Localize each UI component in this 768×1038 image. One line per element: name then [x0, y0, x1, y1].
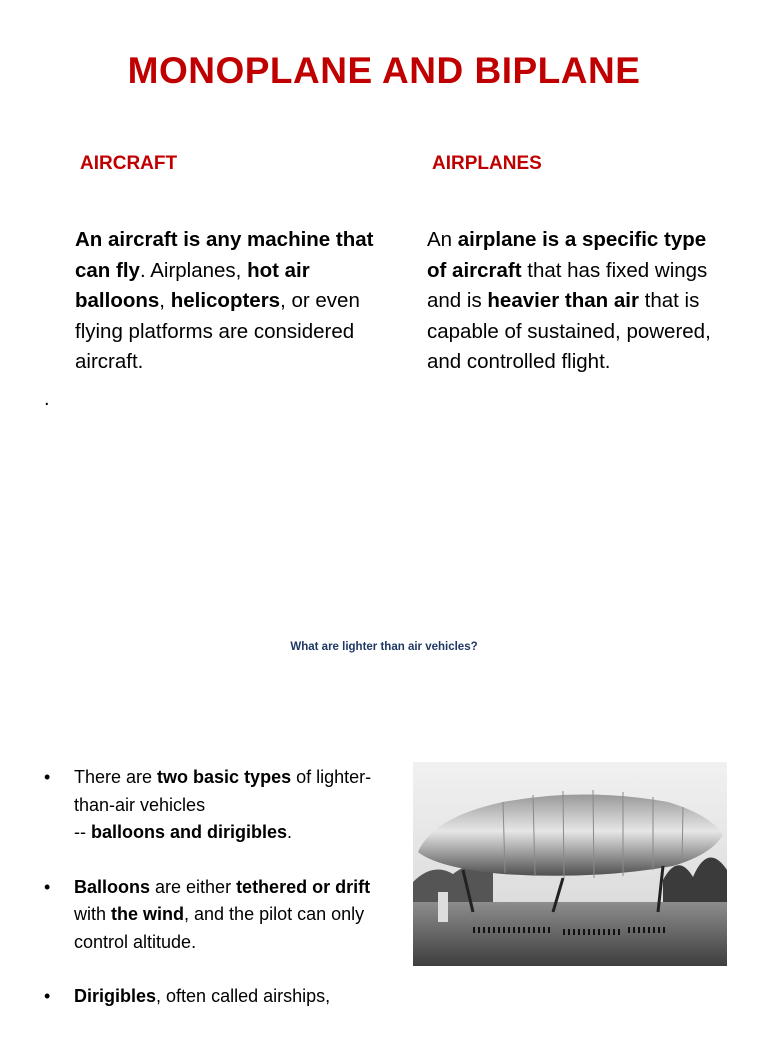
bullet-item-balloons [44, 874, 384, 957]
text-run: balloons and dirigibles [91, 822, 288, 842]
text-run: the wind [111, 904, 185, 924]
airplanes-heading: AIRPLANES [432, 153, 542, 174]
text-run: -- [74, 822, 91, 842]
text-run: hot air balloons [75, 258, 310, 313]
text-run: There are [74, 767, 158, 787]
stray-dot: . [44, 388, 50, 410]
bullet-text [74, 877, 370, 952]
text-run: Balloons [74, 876, 151, 897]
text-run: , [159, 289, 171, 313]
bullet-text [74, 767, 371, 842]
airship-photo [413, 762, 727, 966]
text-run: that is capable of sustained, powered, and controlled flight. [427, 289, 711, 374]
text-run: Dirigibles [74, 986, 157, 1006]
text-run: , or even flying platforms are considered aircraft. [75, 289, 360, 374]
text-run: . [287, 822, 293, 842]
bullet-mark: • [44, 767, 51, 787]
text-run: with [74, 904, 112, 924]
aircraft-definition [75, 225, 375, 378]
text-run: of lighter-than-air vehicles [74, 767, 372, 815]
airplane-definition [427, 225, 727, 378]
bullet-text [74, 986, 330, 1006]
text-run: airplane is a specific type of aircraft [427, 228, 707, 282]
aircraft-heading: AIRCRAFT [80, 153, 178, 174]
text-run: An aircraft is any machine that can fly [75, 228, 374, 282]
text-run: An [427, 228, 458, 251]
question-heading: What are lighter than air vehicles? [290, 641, 478, 653]
text-run: that has fixed wings and is [427, 258, 708, 313]
airship-photo-icon [413, 762, 727, 966]
bullet-mark: • [44, 876, 51, 897]
bullet-item-types [44, 764, 384, 847]
page-title: MONOPLANE AND BIPLANE [127, 50, 641, 91]
text-run: are either [150, 876, 237, 897]
bullet-item-dirigibles [44, 983, 384, 1011]
bullet-list [44, 764, 384, 1038]
text-run: two basic types [157, 767, 292, 787]
text-run: helicopters [170, 289, 281, 313]
text-run: , often called airships, [156, 986, 331, 1006]
text-run: tethered or drift [236, 876, 371, 897]
text-run: . Airplanes, [139, 258, 248, 282]
text-run: , and the pilot can only control altitude. [74, 904, 365, 952]
text-run: heavier than air [487, 289, 639, 313]
bullet-mark: • [44, 986, 51, 1006]
